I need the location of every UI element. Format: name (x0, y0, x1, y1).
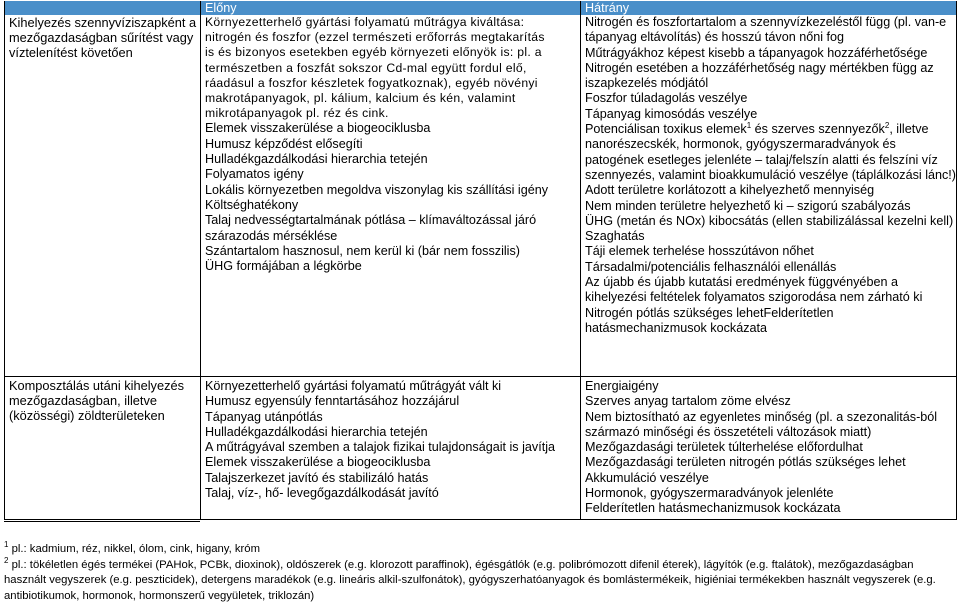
footnote-text: pl.: tökéletlen égés termékei (PAHok, PCBk, dioxinok), oldószerek (e.g. klorozott paraffinok), égésgátlók (e.g. polibrómozott difenil éterek), lágyítók (e.g. ftalátok), mezőgazdaságban használt vegyszerek (e.g. peszticidek), detergens maradékok (e.g. lineáris alkil-szulfonátok), gyógyszerhatóanyagok és bomlástermékeik, higiéniai termékekben használt vegyszerek (e.g. antibiotikumok, hormonok, hormonszerű vegyületek, triklozán) (4, 558, 936, 602)
list-item: Humusz képződést elősegíti (205, 136, 363, 151)
list-item: Táji elemek terhelése hosszútávon nőhet (585, 244, 814, 259)
list-item: Költséghatékony (205, 197, 299, 212)
list-item: makrotápanyagok, pl. kálium, kalcium és kén, valamint (205, 91, 516, 106)
footnote-text: pl.: kadmium, réz, nikkel, ólom, cink, higany, króm (11, 543, 260, 555)
list-item: Környezetterhelő gyártási folyamatú műtrágyát vált ki (205, 379, 502, 393)
list-item: Talajszerkezet javító és stabilizáló hatás (205, 470, 429, 485)
list-item: ráadásul a foszfor készletek fogyatkoznak), egyéb növényi (205, 75, 538, 90)
list-item: mikrotápanyagok pl. réz és cink. (205, 106, 389, 121)
list-item: Elemek visszakerülése a biogeociklusba (205, 455, 431, 470)
row-label (5, 377, 201, 520)
footnote-number: 2 (4, 555, 9, 565)
header-row (5, 1, 957, 15)
list-item: Szaghatás (585, 229, 645, 244)
list-item: Tápanyag kimosódás veszélye (585, 106, 758, 121)
list-item: Akkumuláció veszélye (585, 470, 709, 485)
list-item: Adott területre korlátozott a kihelyezhető mennyiség (585, 183, 875, 198)
toxic-text-b: és szerves szennyezők (751, 122, 885, 137)
list-item: Az újabb és újabb kutatási eredmények függvényében a kihelyezési feltételek folyamatos szigorodása nem zárható ki (585, 275, 923, 305)
footnotes (4, 520, 956, 604)
pros-intro (205, 15, 580, 121)
cons-cell (581, 15, 957, 377)
list-item: A műtrágyával szemben a talajok fizikai tulajdonságait is javítja (205, 440, 556, 455)
footnote-ref: 2 (884, 120, 890, 130)
method-label: Komposztálás utáni kihelyezés mezőgazdaságban, illetve (közösségi) zöldterületeken (9, 378, 184, 423)
list-item: Humusz egyensúly fenntartásához hozzájárul (205, 394, 460, 409)
list-item-toxic (585, 122, 956, 183)
list-item: Tápanyag utánpótlás (205, 409, 323, 424)
list-item: nitrogén és foszfor (ezzel természeti erőforrás megtakarítás (205, 30, 545, 45)
list-item: Nem biztosítható az egyenletes minőség (pl. a szezonalitás-ból származó minőségi és összetételi változások miatt) (585, 409, 938, 439)
header-method (5, 1, 201, 15)
row-label (5, 15, 201, 377)
list-item: Társadalmi/potenciális felhasználói ellenállás (585, 259, 837, 274)
cons-cell (581, 377, 957, 520)
method-label: Kihelyezés szennyvíziszapként a mezőgazdaságban sűrítést vagy víztelenítést követően (9, 15, 197, 60)
list-item: is és bizonyos esetekben egyéb környezeti előnyök is: pl. a (205, 45, 542, 60)
footnote (4, 542, 956, 558)
footnote-number: 1 (4, 540, 9, 550)
list-item: Folyamatos igény (205, 167, 304, 182)
list-item: Nitrogén esetében a hozzáférhetőség nagy mértékben függ az iszapkezelés módjától (585, 60, 934, 91)
list-item: Szerves anyag tartalom zöme elvész (585, 394, 791, 409)
toxic-text-a: Potenciálisan toxikus elemek (585, 122, 747, 137)
list-item: ÜHG (metán és NOx) kibocsátás (ellen stabilizálással kezelni kell) (585, 213, 954, 228)
table-row (5, 15, 957, 377)
list-item: Környezetterhelő gyártási folyamatú műtrágya kiváltása: (205, 15, 525, 29)
list-item: Talaj nedvességtartalmának pótlása – klímaváltozással járó szárazodás mérséklése (205, 213, 537, 243)
footnote-ref: 1 (746, 120, 752, 130)
list-item: Mezőgazdasági területen nitrogén pótlás szükséges lehet (585, 455, 906, 470)
list-item: Hormonok, gyógyszermaradványok jelenléte (585, 486, 834, 501)
footnote (4, 555, 956, 605)
list-item: ÜHG formájában a légkörbe (205, 259, 362, 274)
list-item: Mezőgazdasági területek túlterhelése előfordulhat (585, 440, 863, 455)
list-item: Energiaigény (585, 379, 659, 393)
list-item: Lokális környezetben megoldva viszonylag kis szállítási igény (205, 182, 549, 197)
list-item: Felderítetlen hatásmechanizmusok kockázata (585, 501, 841, 516)
pros-cell (201, 15, 581, 377)
toxic-text-c: , illetve nanorészecskék, hormonok, gyógyszermaradványok és patogének esetleges jelenléte – talaj/felszín alatti és felszíni víz szennyezés, valamint bioakkumuláció veszélye (táplálkozási lánc!) (585, 122, 956, 182)
list-item: Műtrágyákhoz képest kisebb a tápanyagok hozzáférhetősége (585, 45, 928, 60)
list-item: Elemek visszakerülése a biogeociklusba (205, 121, 431, 136)
header-pros: Előny (201, 1, 581, 15)
list-item: Foszfor túladagolás veszélye (585, 91, 748, 106)
list-item: Nitrogén és foszfortartalom a szennyvízkezeléstől függ (pl. van-e tápanyag eltávolítás) és hosszú távon nőni fog (585, 15, 947, 45)
pros-cell (201, 377, 581, 520)
list-item: Hulladékgazdálkodási hierarchia tetején (205, 152, 428, 167)
list-item: Hulladékgazdálkodási hierarchia tetején (205, 424, 428, 439)
list-item: Nem minden területre helyezhető ki – szigorú szabályozás (585, 198, 911, 213)
list-item: Nitrogén pótlás szükséges lehetFelderítetlen hatásmechanizmusok kockázata (585, 305, 834, 335)
list-item: természetben a foszfát sokszor Cd-mal együtt fordul elő, (205, 60, 527, 75)
header-cons: Hátrány (581, 1, 957, 15)
comparison-table (4, 1, 957, 520)
table-row (5, 377, 957, 520)
list-item: Szántartalom hasznosul, nem kerül ki (bár nem fosszilis) (205, 243, 520, 258)
list-item: Talaj, víz-, hő- levegőgazdálkodását javító (205, 486, 439, 501)
